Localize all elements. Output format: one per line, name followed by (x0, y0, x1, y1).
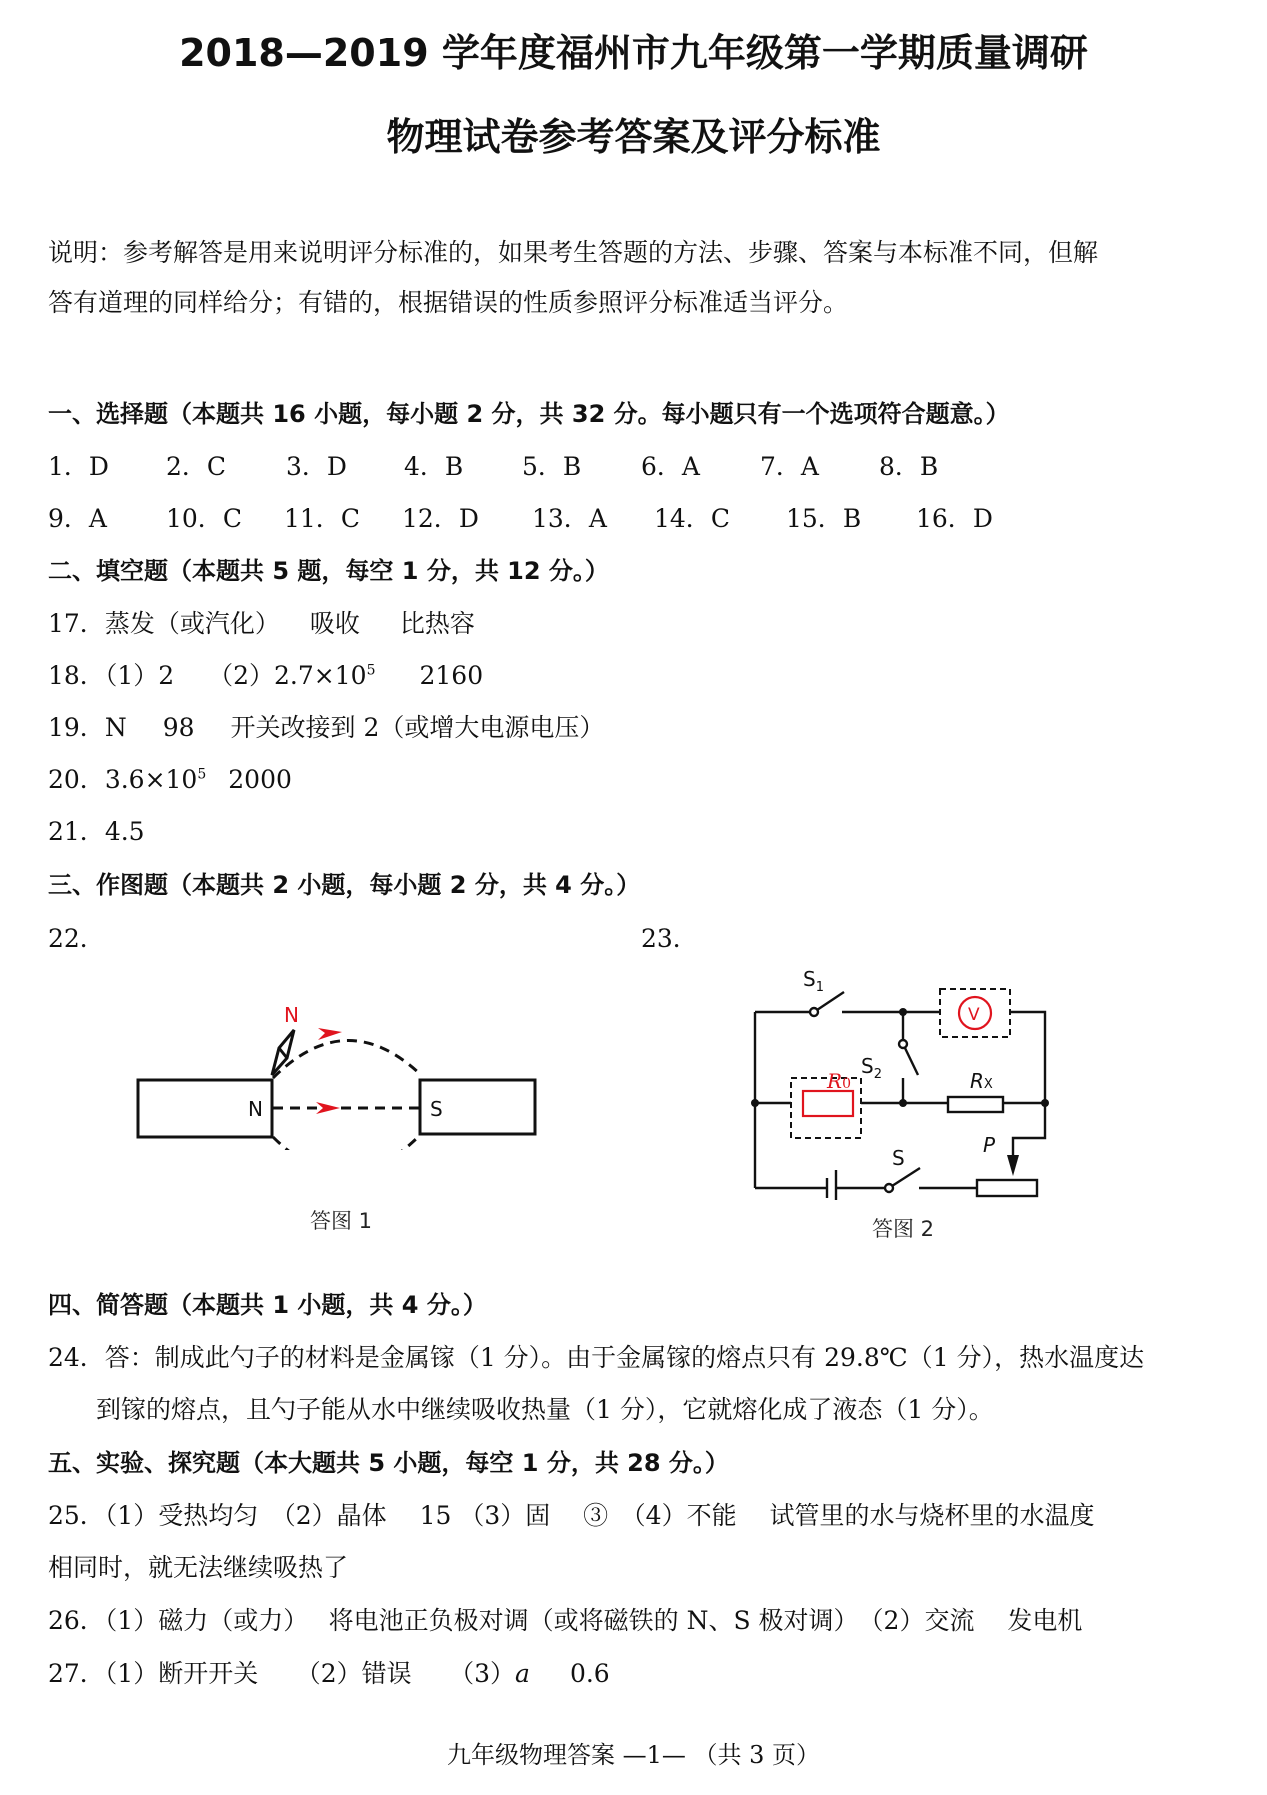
rx-label: RX (970, 1069, 993, 1093)
choice-number: 5． (522, 452, 563, 481)
q18-a3: 2160 (419, 661, 484, 690)
q20-a2: 2000 (228, 765, 292, 794)
figure-magnetic-field (120, 970, 540, 1150)
q18-a1: （1）2 (104, 661, 175, 690)
choice-number: 6． (641, 452, 682, 481)
choice-number: 12． (402, 504, 459, 533)
section2-heading: 二、填空题（本题共 5 题，每空 1 分，共 12 分。） (48, 557, 609, 585)
q19-num: 19． (48, 713, 105, 742)
note-line1: 说明：参考解答是用来说明评分标准的，如果考生答题的方法、步骤、答案与本标准不同，但解 (48, 238, 1099, 267)
q18 (48, 661, 483, 691)
junction-dot (1041, 1099, 1049, 1107)
q21 (48, 817, 145, 847)
choice-answer (166, 504, 242, 534)
q24-line2: 到镓的熔点，且勺子能从水中继续吸收热量（1 分），它就熔化成了液态（1 分）。 (96, 1395, 994, 1424)
choice-answer (286, 452, 347, 482)
slider-arrow-icon (1007, 1155, 1019, 1176)
choice-letter: C (340, 504, 360, 533)
q19 (48, 713, 604, 743)
q19-a2: 98 (162, 713, 195, 742)
q17-a1: 蒸发（或汽化） (104, 609, 280, 638)
choice-letter: D (972, 504, 993, 533)
choice-letter: C (222, 504, 242, 533)
note-line2: 答有道理的同样给分；有错的，根据错误的性质参照评分标准适当评分。 (48, 288, 849, 317)
q27-prefix: 27．（1）断开开关 （2）错误 （3） (48, 1659, 516, 1688)
q19-a1: N (104, 713, 127, 742)
choice-number: 14． (654, 504, 711, 533)
page-footer: 九年级物理答案 —1— （共 3 页） (446, 1741, 821, 1769)
arrow-top-icon (318, 1028, 342, 1040)
choice-number: 8． (879, 452, 920, 481)
arrow-middle-icon (316, 1102, 340, 1114)
choice-answer (48, 452, 109, 482)
choice-letter: A (588, 504, 607, 533)
choice-number: 15． (786, 504, 843, 533)
q17-a2: 吸收 (309, 609, 360, 638)
page-title-line1: 2018—2019 学年度福州市九年级第一学期质量调研 (179, 31, 1088, 75)
choice-answer (760, 452, 819, 482)
q25-line2: 相同时，就无法继续吸热了 (48, 1553, 349, 1582)
p-label: P (983, 1133, 996, 1157)
magnet-right-pole-label: S (430, 1097, 443, 1121)
choice-answer (654, 504, 730, 534)
q23-num: 23． (641, 924, 698, 953)
q20-a1: $3.6\times 10^5$ (104, 765, 207, 794)
section1-heading: 一、选择题（本题共 16 小题，每小题 2 分，共 32 分。每小题只有一个选项符合题意。） (48, 400, 1010, 428)
q27-val: 0.6 (569, 1659, 610, 1688)
magnet-left-pole-label: N (248, 1097, 263, 1121)
choice-answer (402, 504, 479, 534)
choice-letter: C (206, 452, 227, 481)
figure-circuit (745, 960, 1065, 1200)
q17 (48, 609, 475, 639)
choice-answer (879, 452, 938, 482)
compass-north-label: N (284, 1003, 299, 1027)
choice-answer (404, 452, 463, 482)
choice-number: 1． (48, 452, 89, 481)
q19-a3: 开关改接到 2（或增大电源电压） (230, 713, 605, 742)
choice-number: 4． (404, 452, 445, 481)
choice-letter: D (88, 452, 109, 481)
q20 (48, 765, 292, 795)
choice-answer (166, 452, 226, 482)
choice-number: 2． (166, 452, 207, 481)
choice-number: 10． (166, 504, 223, 533)
choice-answer (786, 504, 861, 534)
choice-letter: B (444, 452, 464, 481)
choice-letter: D (458, 504, 479, 533)
choice-letter: A (88, 504, 107, 533)
choice-answer (916, 504, 993, 534)
q25-line1: 25．（1）受热均匀 （2）晶体 15 （3）固 ③ （4）不能 试管里的水与烧杯里的水温度 (48, 1501, 1095, 1530)
section5-heading: 五、实验、探究题（本大题共 5 小题，每空 1 分，共 28 分。） (48, 1449, 729, 1477)
choice-answer (284, 504, 360, 534)
compass-needle-icon (272, 1030, 294, 1075)
choice-letter: A (681, 452, 700, 481)
r0-label: R0 (827, 1069, 851, 1093)
q17-a3: 比热容 (399, 609, 475, 638)
s2-label: $S_2$ (861, 1054, 882, 1082)
choice-letter: B (919, 452, 939, 481)
choice-letter: B (562, 452, 582, 481)
choice-number: 7． (760, 452, 801, 481)
choice-number: 13． (532, 504, 589, 533)
q18-a2: $(2)2.7\times 10^5$ (208, 661, 376, 690)
figure1-caption: 答图 1 (310, 1209, 373, 1233)
section3-heading: 三、作图题（本题共 2 小题，每小题 2 分，共 4 分。） (48, 871, 641, 899)
choice-letter: D (326, 452, 347, 481)
choice-number: 11． (284, 504, 341, 533)
junction-dot (751, 1099, 759, 1107)
q17-num: 17． (48, 609, 105, 638)
choice-answer (48, 504, 107, 534)
choice-letter: A (800, 452, 819, 481)
q26: 26．（1）磁力（或力） 将电池正负极对调（或将磁铁的 N、S 极对调） （2）交流 发电机 (48, 1606, 1083, 1635)
junction-dot (899, 1099, 907, 1107)
field-line-bottom (273, 1135, 420, 1150)
q21-num: 21． (48, 817, 105, 846)
s1-label: $S_1$ (803, 967, 824, 995)
q18-num: 18． (48, 661, 105, 690)
page-title-line2: 物理试卷参考答案及评分标准 (386, 115, 881, 159)
q27-var: a (515, 1659, 530, 1688)
q21-a1: 4.5 (104, 817, 145, 846)
choice-number: 3． (286, 452, 327, 481)
voltmeter-label: V (968, 1005, 980, 1025)
choice-answer (641, 452, 700, 482)
choice-answer (522, 452, 581, 482)
choice-letter: C (710, 504, 730, 533)
q24-line1: 24．答：制成此勺子的材料是金属镓（1 分）。由于金属镓的熔点只有 29.8℃（1 分），热水温度达 (48, 1343, 1145, 1372)
junction-dot (899, 1008, 907, 1016)
choice-number: 16． (916, 504, 973, 533)
s-label: S (892, 1146, 905, 1170)
r0-resistor (803, 1091, 853, 1116)
choice-answer (532, 504, 607, 534)
q20-num: 20． (48, 765, 105, 794)
choice-letter: B (842, 504, 862, 533)
q22-num: 22． (48, 924, 105, 953)
q27 (48, 1659, 610, 1689)
figure2-caption: 答图 2 (872, 1217, 935, 1241)
section4-heading: 四、简答题（本题共 1 小题，共 4 分。） (48, 1291, 487, 1319)
field-line-top (273, 1040, 420, 1078)
choice-number: 9． (48, 504, 89, 533)
